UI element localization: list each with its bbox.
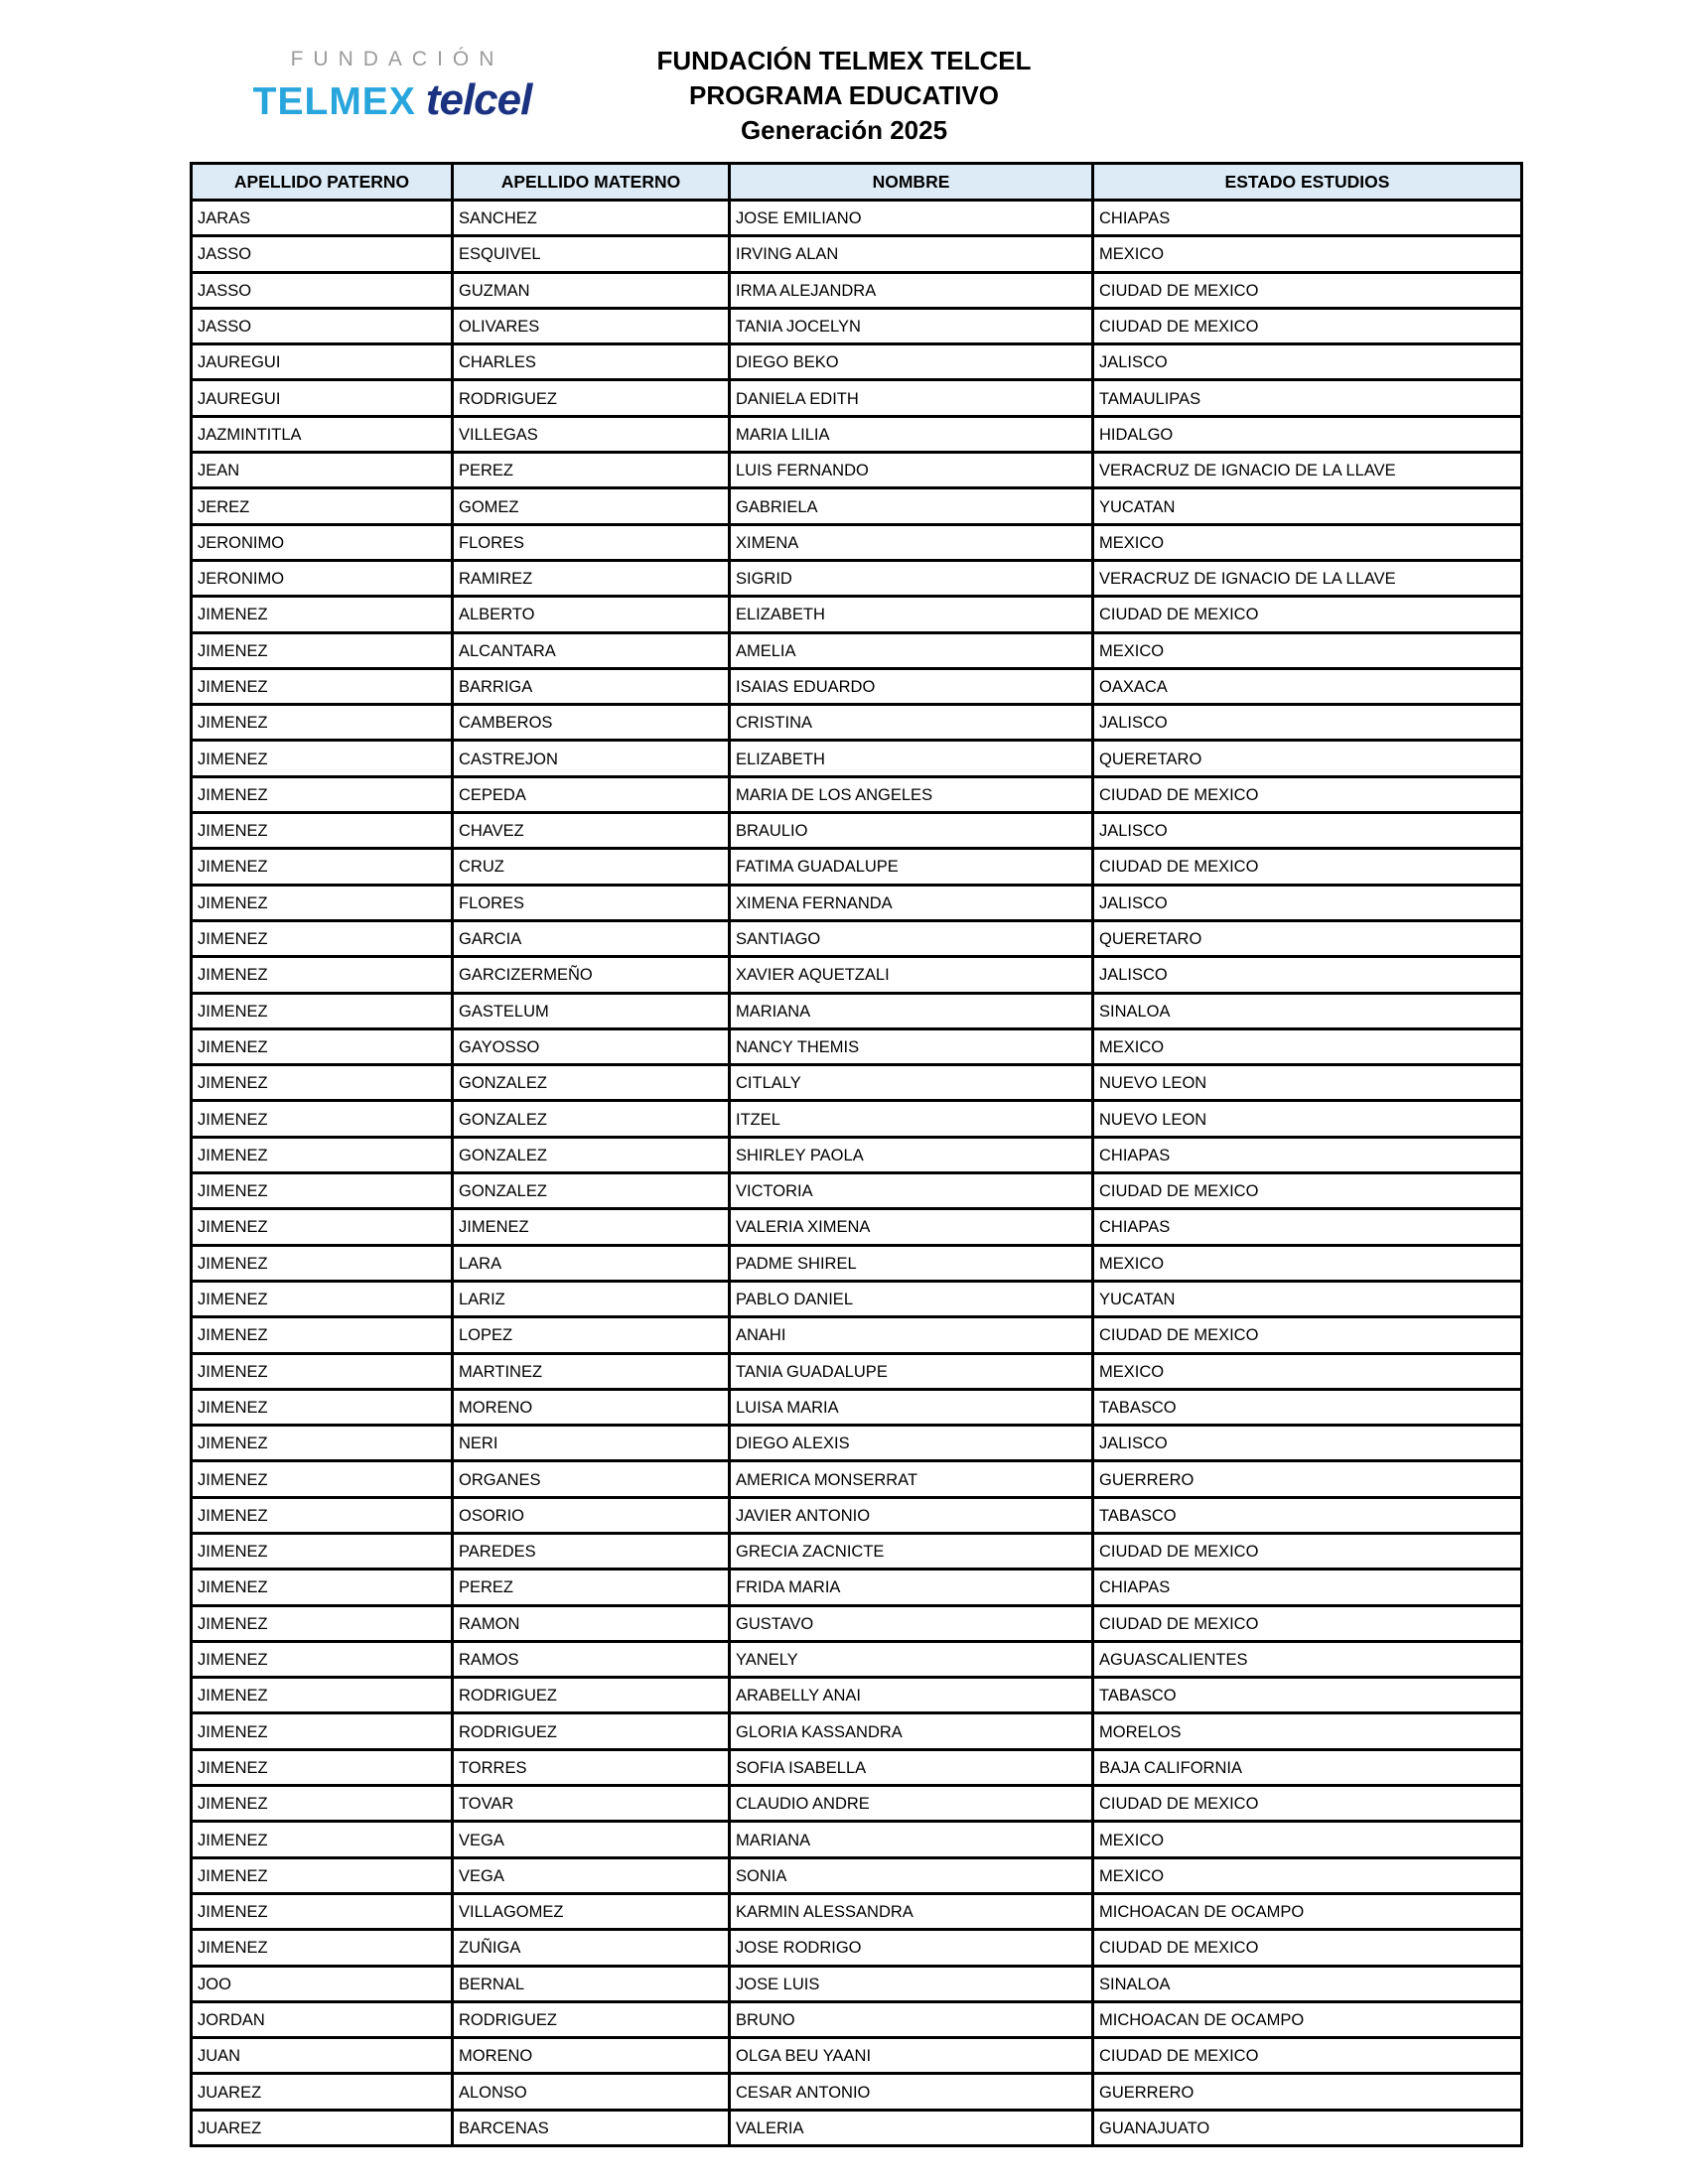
- table-row: [192, 1966, 1522, 2001]
- cell-nombre: SOFIA ISABELLA: [730, 1749, 1093, 1785]
- cell-estado-estudios: YUCATAN: [1093, 1281, 1522, 1316]
- table-row: [192, 1713, 1522, 1749]
- cell-estado-estudios: TABASCO: [1093, 1678, 1522, 1713]
- logo-telcel-text: telcel: [425, 75, 532, 124]
- cell-nombre: YANELY: [730, 1641, 1093, 1677]
- cell-apellido-materno: BARRIGA: [453, 668, 730, 704]
- cell-apellido-paterno: JIMENEZ: [192, 1533, 453, 1569]
- cell-nombre: GLORIA KASSANDRA: [730, 1713, 1093, 1749]
- table-row: [192, 560, 1522, 596]
- cell-estado-estudios: JALISCO: [1093, 705, 1522, 741]
- cell-apellido-paterno: JIMENEZ: [192, 920, 453, 956]
- table-row: [192, 813, 1522, 849]
- cell-estado-estudios: CHIAPAS: [1093, 201, 1522, 236]
- cell-apellido-paterno: JIMENEZ: [192, 1930, 453, 1966]
- cell-estado-estudios: OAXACA: [1093, 668, 1522, 704]
- table-row: [192, 380, 1522, 416]
- cell-apellido-materno: VEGA: [453, 1857, 730, 1893]
- cell-apellido-materno: CAMBEROS: [453, 705, 730, 741]
- table-row: [192, 201, 1522, 236]
- cell-nombre: SONIA: [730, 1857, 1093, 1893]
- cell-apellido-materno: GONZALEZ: [453, 1173, 730, 1209]
- cell-apellido-paterno: JOO: [192, 1966, 453, 2001]
- cell-apellido-paterno: JERONIMO: [192, 560, 453, 596]
- title-line-1: FUNDACIÓN TELMEX TELCEL: [656, 46, 1032, 75]
- column-header-apellido-paterno: APELLIDO PATERNO: [192, 164, 453, 201]
- cell-apellido-materno: ALONSO: [453, 2074, 730, 2110]
- table-row: [192, 2038, 1522, 2074]
- cell-apellido-materno: LOPEZ: [453, 1317, 730, 1353]
- cell-apellido-paterno: JAUREGUI: [192, 344, 453, 380]
- table-row: [192, 1822, 1522, 1857]
- cell-estado-estudios: CIUDAD DE MEXICO: [1093, 2038, 1522, 2074]
- cell-apellido-materno: RAMOS: [453, 1641, 730, 1677]
- cell-nombre: ISAIAS EDUARDO: [730, 668, 1093, 704]
- cell-apellido-materno: GOMEZ: [453, 488, 730, 524]
- cell-nombre: CITLALY: [730, 1065, 1093, 1101]
- cell-apellido-paterno: JIMENEZ: [192, 1245, 453, 1281]
- cell-estado-estudios: CHIAPAS: [1093, 1137, 1522, 1172]
- cell-nombre: XAVIER AQUETZALI: [730, 957, 1093, 993]
- cell-apellido-paterno: JIMENEZ: [192, 632, 453, 668]
- cell-apellido-paterno: JIMENEZ: [192, 1461, 453, 1497]
- cell-apellido-materno: OLIVARES: [453, 308, 730, 343]
- logo-telmex-text: TELMEX: [252, 80, 416, 123]
- cell-apellido-paterno: JASSO: [192, 308, 453, 343]
- cell-nombre: FATIMA GUADALUPE: [730, 849, 1093, 885]
- cell-apellido-paterno: JORDAN: [192, 2001, 453, 2037]
- cell-estado-estudios: CIUDAD DE MEXICO: [1093, 1533, 1522, 1569]
- cell-apellido-paterno: JIMENEZ: [192, 705, 453, 741]
- cell-apellido-materno: RODRIGUEZ: [453, 1713, 730, 1749]
- cell-apellido-materno: ALBERTO: [453, 597, 730, 632]
- table-row: [192, 1317, 1522, 1353]
- column-header-apellido-materno: APELLIDO MATERNO: [453, 164, 730, 201]
- cell-apellido-paterno: JIMENEZ: [192, 1678, 453, 1713]
- cell-nombre: XIMENA FERNANDA: [730, 885, 1093, 920]
- cell-apellido-materno: ALCANTARA: [453, 632, 730, 668]
- cell-apellido-paterno: JAUREGUI: [192, 380, 453, 416]
- cell-apellido-materno: CHAVEZ: [453, 813, 730, 849]
- cell-apellido-paterno: JIMENEZ: [192, 1209, 453, 1245]
- cell-estado-estudios: MICHOACAN DE OCAMPO: [1093, 1893, 1522, 1929]
- cell-nombre: LUIS FERNANDO: [730, 453, 1093, 488]
- cell-nombre: MARIANA: [730, 993, 1093, 1028]
- cell-estado-estudios: MICHOACAN DE OCAMPO: [1093, 2001, 1522, 2037]
- table-row: [192, 1353, 1522, 1389]
- cell-apellido-paterno: JIMENEZ: [192, 1749, 453, 1785]
- cell-apellido-materno: GONZALEZ: [453, 1101, 730, 1137]
- cell-apellido-materno: RODRIGUEZ: [453, 1678, 730, 1713]
- cell-apellido-materno: PAREDES: [453, 1533, 730, 1569]
- cell-estado-estudios: CIUDAD DE MEXICO: [1093, 776, 1522, 812]
- cell-nombre: MARIANA: [730, 1822, 1093, 1857]
- cell-apellido-materno: FLORES: [453, 885, 730, 920]
- cell-nombre: SHIRLEY PAOLA: [730, 1137, 1093, 1172]
- cell-apellido-paterno: JIMENEZ: [192, 1281, 453, 1316]
- cell-apellido-materno: CEPEDA: [453, 776, 730, 812]
- cell-nombre: MARIA LILIA: [730, 416, 1093, 452]
- cell-apellido-materno: MORENO: [453, 2038, 730, 2074]
- cell-apellido-materno: CASTREJON: [453, 741, 730, 776]
- cell-apellido-materno: GARCIA: [453, 920, 730, 956]
- table-row: [192, 1678, 1522, 1713]
- cell-apellido-paterno: JUAREZ: [192, 2074, 453, 2110]
- cell-apellido-materno: ZUÑIGA: [453, 1930, 730, 1966]
- cell-nombre: DIEGO BEKO: [730, 344, 1093, 380]
- table-row: [192, 741, 1522, 776]
- cell-apellido-materno: RAMON: [453, 1605, 730, 1641]
- cell-apellido-paterno: JIMENEZ: [192, 1857, 453, 1893]
- table-row: [192, 488, 1522, 524]
- cell-apellido-materno: NERI: [453, 1426, 730, 1461]
- cell-estado-estudios: CIUDAD DE MEXICO: [1093, 1605, 1522, 1641]
- cell-nombre: ITZEL: [730, 1101, 1093, 1137]
- cell-nombre: OLGA BEU YAANI: [730, 2038, 1093, 2074]
- cell-apellido-materno: ESQUIVEL: [453, 236, 730, 272]
- table-row: [192, 416, 1522, 452]
- cell-estado-estudios: MEXICO: [1093, 1028, 1522, 1064]
- cell-apellido-materno: GARCIZERMEÑO: [453, 957, 730, 993]
- cell-apellido-paterno: JIMENEZ: [192, 1713, 453, 1749]
- cell-apellido-paterno: JIMENEZ: [192, 813, 453, 849]
- cell-nombre: DIEGO ALEXIS: [730, 1426, 1093, 1461]
- cell-estado-estudios: JALISCO: [1093, 885, 1522, 920]
- table-row: [192, 705, 1522, 741]
- cell-nombre: AMERICA MONSERRAT: [730, 1461, 1093, 1497]
- cell-nombre: SANTIAGO: [730, 920, 1093, 956]
- cell-apellido-paterno: JIMENEZ: [192, 1137, 453, 1172]
- cell-estado-estudios: MEXICO: [1093, 632, 1522, 668]
- cell-apellido-paterno: JIMENEZ: [192, 597, 453, 632]
- table-header-row: [192, 164, 1522, 201]
- cell-apellido-paterno: JIMENEZ: [192, 776, 453, 812]
- cell-apellido-paterno: JIMENEZ: [192, 1497, 453, 1533]
- cell-apellido-materno: CRUZ: [453, 849, 730, 885]
- cell-apellido-paterno: JEREZ: [192, 488, 453, 524]
- cell-nombre: JOSE RODRIGO: [730, 1930, 1093, 1966]
- table-row: [192, 1065, 1522, 1101]
- table-row: [192, 1137, 1522, 1172]
- cell-nombre: KARMIN ALESSANDRA: [730, 1893, 1093, 1929]
- table-row: [192, 1641, 1522, 1677]
- cell-estado-estudios: BAJA CALIFORNIA: [1093, 1749, 1522, 1785]
- cell-estado-estudios: CHIAPAS: [1093, 1570, 1522, 1605]
- cell-apellido-paterno: JIMENEZ: [192, 849, 453, 885]
- table-row: [192, 1605, 1522, 1641]
- table-row: [192, 1893, 1522, 1929]
- cell-apellido-paterno: JIMENEZ: [192, 1065, 453, 1101]
- table-row: [192, 2110, 1522, 2145]
- cell-estado-estudios: VERACRUZ DE IGNACIO DE LA LLAVE: [1093, 453, 1522, 488]
- table-row: [192, 993, 1522, 1028]
- cell-estado-estudios: HIDALGO: [1093, 416, 1522, 452]
- table-row: [192, 1461, 1522, 1497]
- table-row: [192, 308, 1522, 343]
- cell-apellido-materno: ORGANES: [453, 1461, 730, 1497]
- cell-nombre: JOSE LUIS: [730, 1966, 1093, 2001]
- cell-estado-estudios: CIUDAD DE MEXICO: [1093, 308, 1522, 343]
- cell-estado-estudios: MORELOS: [1093, 1713, 1522, 1749]
- table-row: [192, 1426, 1522, 1461]
- cell-apellido-materno: BARCENAS: [453, 2110, 730, 2145]
- cell-estado-estudios: GUERRERO: [1093, 2074, 1522, 2110]
- table-row: [192, 885, 1522, 920]
- cell-apellido-materno: OSORIO: [453, 1497, 730, 1533]
- table-row: [192, 2001, 1522, 2037]
- table-row: [192, 668, 1522, 704]
- cell-nombre: VALERIA: [730, 2110, 1093, 2145]
- logo-fundacion-text: FUNDACIÓN: [290, 48, 504, 70]
- table-row: [192, 632, 1522, 668]
- table-row: [192, 1497, 1522, 1533]
- cell-apellido-paterno: JIMENEZ: [192, 741, 453, 776]
- cell-apellido-materno: GAYOSSO: [453, 1028, 730, 1064]
- table-row: [192, 272, 1522, 308]
- cell-estado-estudios: CIUDAD DE MEXICO: [1093, 597, 1522, 632]
- cell-apellido-paterno: JAZMINTITLA: [192, 416, 453, 452]
- cell-estado-estudios: MEXICO: [1093, 1857, 1522, 1893]
- cell-nombre: MARIA DE LOS ANGELES: [730, 776, 1093, 812]
- cell-nombre: PABLO DANIEL: [730, 1281, 1093, 1316]
- cell-apellido-materno: RODRIGUEZ: [453, 380, 730, 416]
- cell-apellido-materno: VILLEGAS: [453, 416, 730, 452]
- cell-apellido-materno: TORRES: [453, 1749, 730, 1785]
- cell-apellido-paterno: JASSO: [192, 272, 453, 308]
- cell-nombre: ELIZABETH: [730, 597, 1093, 632]
- cell-estado-estudios: YUCATAN: [1093, 488, 1522, 524]
- cell-apellido-materno: SANCHEZ: [453, 201, 730, 236]
- cell-apellido-materno: GASTELUM: [453, 993, 730, 1028]
- cell-estado-estudios: CIUDAD DE MEXICO: [1093, 1173, 1522, 1209]
- cell-apellido-materno: PEREZ: [453, 453, 730, 488]
- table-row: [192, 597, 1522, 632]
- cell-apellido-materno: TOVAR: [453, 1786, 730, 1822]
- cell-nombre: FRIDA MARIA: [730, 1570, 1093, 1605]
- cell-apellido-paterno: JIMENEZ: [192, 1173, 453, 1209]
- table-row: [192, 920, 1522, 956]
- cell-nombre: CRISTINA: [730, 705, 1093, 741]
- table-row: [192, 1101, 1522, 1137]
- cell-estado-estudios: JALISCO: [1093, 344, 1522, 380]
- cell-nombre: BRAULIO: [730, 813, 1093, 849]
- table-row: [192, 1245, 1522, 1281]
- cell-estado-estudios: SINALOA: [1093, 993, 1522, 1028]
- cell-estado-estudios: CIUDAD DE MEXICO: [1093, 849, 1522, 885]
- cell-apellido-paterno: JIMENEZ: [192, 1028, 453, 1064]
- cell-apellido-paterno: JUAN: [192, 2038, 453, 2074]
- cell-apellido-paterno: JIMENEZ: [192, 1101, 453, 1137]
- cell-nombre: AMELIA: [730, 632, 1093, 668]
- cell-apellido-paterno: JERONIMO: [192, 524, 453, 560]
- cell-nombre: SIGRID: [730, 560, 1093, 596]
- table-row: [192, 1570, 1522, 1605]
- cell-estado-estudios: QUERETARO: [1093, 741, 1522, 776]
- cell-apellido-materno: GONZALEZ: [453, 1065, 730, 1101]
- cell-apellido-materno: JIMENEZ: [453, 1209, 730, 1245]
- cell-estado-estudios: TABASCO: [1093, 1389, 1522, 1425]
- cell-nombre: IRMA ALEJANDRA: [730, 272, 1093, 308]
- cell-apellido-paterno: JIMENEZ: [192, 1353, 453, 1389]
- cell-apellido-paterno: JEAN: [192, 453, 453, 488]
- table-row: [192, 1533, 1522, 1569]
- cell-apellido-paterno: JIMENEZ: [192, 1893, 453, 1929]
- cell-nombre: VALERIA XIMENA: [730, 1209, 1093, 1245]
- cell-nombre: LUISA MARIA: [730, 1389, 1093, 1425]
- cell-nombre: ELIZABETH: [730, 741, 1093, 776]
- cell-estado-estudios: CHIAPAS: [1093, 1209, 1522, 1245]
- cell-estado-estudios: MEXICO: [1093, 1822, 1522, 1857]
- cell-apellido-materno: RODRIGUEZ: [453, 2001, 730, 2037]
- cell-nombre: TANIA GUADALUPE: [730, 1353, 1093, 1389]
- document-title-block: [0, 44, 1688, 148]
- table-row: [192, 1281, 1522, 1316]
- cell-nombre: DANIELA EDITH: [730, 380, 1093, 416]
- cell-apellido-paterno: JIMENEZ: [192, 1822, 453, 1857]
- cell-estado-estudios: TAMAULIPAS: [1093, 380, 1522, 416]
- table-row: [192, 453, 1522, 488]
- cell-apellido-paterno: JIMENEZ: [192, 885, 453, 920]
- cell-apellido-paterno: JIMENEZ: [192, 1605, 453, 1641]
- cell-apellido-paterno: JIMENEZ: [192, 957, 453, 993]
- cell-nombre: ANAHI: [730, 1317, 1093, 1353]
- cell-apellido-paterno: JIMENEZ: [192, 1317, 453, 1353]
- cell-apellido-paterno: JARAS: [192, 201, 453, 236]
- cell-apellido-paterno: JIMENEZ: [192, 1389, 453, 1425]
- cell-apellido-materno: LARA: [453, 1245, 730, 1281]
- title-line-2: PROGRAMA EDUCATIVO: [689, 80, 999, 110]
- cell-nombre: NANCY THEMIS: [730, 1028, 1093, 1064]
- table-row: [192, 524, 1522, 560]
- cell-estado-estudios: MEXICO: [1093, 1353, 1522, 1389]
- table-row: [192, 776, 1522, 812]
- cell-nombre: GRECIA ZACNICTE: [730, 1533, 1093, 1569]
- cell-nombre: PADME SHIREL: [730, 1245, 1093, 1281]
- cell-apellido-materno: MORENO: [453, 1389, 730, 1425]
- cell-apellido-paterno: JIMENEZ: [192, 668, 453, 704]
- cell-estado-estudios: JALISCO: [1093, 813, 1522, 849]
- table-row: [192, 1028, 1522, 1064]
- cell-apellido-paterno: JIMENEZ: [192, 993, 453, 1028]
- table-row: [192, 236, 1522, 272]
- cell-estado-estudios: GUANAJUATO: [1093, 2110, 1522, 2145]
- table-row: [192, 1173, 1522, 1209]
- table-row: [192, 1857, 1522, 1893]
- cell-estado-estudios: AGUASCALIENTES: [1093, 1641, 1522, 1677]
- cell-apellido-materno: GONZALEZ: [453, 1137, 730, 1172]
- cell-estado-estudios: JALISCO: [1093, 957, 1522, 993]
- cell-estado-estudios: NUEVO LEON: [1093, 1101, 1522, 1137]
- table-row: [192, 957, 1522, 993]
- cell-nombre: TANIA JOCELYN: [730, 308, 1093, 343]
- cell-nombre: BRUNO: [730, 2001, 1093, 2037]
- cell-apellido-paterno: JUAREZ: [192, 2110, 453, 2145]
- student-roster-table: [190, 162, 1523, 2147]
- cell-apellido-materno: MARTINEZ: [453, 1353, 730, 1389]
- table-row: [192, 344, 1522, 380]
- cell-nombre: JOSE EMILIANO: [730, 201, 1093, 236]
- table-body: [192, 201, 1522, 2146]
- cell-estado-estudios: QUERETARO: [1093, 920, 1522, 956]
- cell-estado-estudios: CIUDAD DE MEXICO: [1093, 1317, 1522, 1353]
- cell-apellido-materno: FLORES: [453, 524, 730, 560]
- cell-estado-estudios: SINALOA: [1093, 1966, 1522, 2001]
- cell-estado-estudios: MEXICO: [1093, 1245, 1522, 1281]
- cell-nombre: JAVIER ANTONIO: [730, 1497, 1093, 1533]
- cell-apellido-paterno: JASSO: [192, 236, 453, 272]
- table-row: [192, 1389, 1522, 1425]
- cell-apellido-materno: CHARLES: [453, 344, 730, 380]
- table-row: [192, 849, 1522, 885]
- cell-nombre: CLAUDIO ANDRE: [730, 1786, 1093, 1822]
- cell-apellido-materno: VEGA: [453, 1822, 730, 1857]
- cell-nombre: IRVING ALAN: [730, 236, 1093, 272]
- cell-apellido-materno: BERNAL: [453, 1966, 730, 2001]
- column-header-estado-estudios: ESTADO ESTUDIOS: [1093, 164, 1522, 201]
- cell-apellido-paterno: JIMENEZ: [192, 1641, 453, 1677]
- cell-apellido-materno: LARIZ: [453, 1281, 730, 1316]
- column-header-nombre: NOMBRE: [730, 164, 1093, 201]
- cell-estado-estudios: MEXICO: [1093, 524, 1522, 560]
- cell-estado-estudios: CIUDAD DE MEXICO: [1093, 1930, 1522, 1966]
- cell-nombre: ARABELLY ANAI: [730, 1678, 1093, 1713]
- cell-apellido-paterno: JIMENEZ: [192, 1786, 453, 1822]
- cell-apellido-paterno: JIMENEZ: [192, 1426, 453, 1461]
- cell-estado-estudios: CIUDAD DE MEXICO: [1093, 272, 1522, 308]
- cell-nombre: VICTORIA: [730, 1173, 1093, 1209]
- cell-apellido-materno: PEREZ: [453, 1570, 730, 1605]
- table-row: [192, 1786, 1522, 1822]
- table-row: [192, 1930, 1522, 1966]
- table-row: [192, 2074, 1522, 2110]
- cell-nombre: GABRIELA: [730, 488, 1093, 524]
- title-line-3: Generación 2025: [740, 115, 948, 145]
- cell-estado-estudios: VERACRUZ DE IGNACIO DE LA LLAVE: [1093, 560, 1522, 596]
- cell-apellido-materno: VILLAGOMEZ: [453, 1893, 730, 1929]
- cell-estado-estudios: TABASCO: [1093, 1497, 1522, 1533]
- table-row: [192, 1209, 1522, 1245]
- cell-estado-estudios: JALISCO: [1093, 1426, 1522, 1461]
- cell-nombre: XIMENA: [730, 524, 1093, 560]
- cell-nombre: GUSTAVO: [730, 1605, 1093, 1641]
- table-row: [192, 1749, 1522, 1785]
- cell-estado-estudios: MEXICO: [1093, 236, 1522, 272]
- cell-apellido-materno: GUZMAN: [453, 272, 730, 308]
- cell-estado-estudios: NUEVO LEON: [1093, 1065, 1522, 1101]
- cell-apellido-paterno: JIMENEZ: [192, 1570, 453, 1605]
- cell-nombre: CESAR ANTONIO: [730, 2074, 1093, 2110]
- cell-estado-estudios: GUERRERO: [1093, 1461, 1522, 1497]
- cell-estado-estudios: CIUDAD DE MEXICO: [1093, 1786, 1522, 1822]
- cell-apellido-materno: RAMIREZ: [453, 560, 730, 596]
